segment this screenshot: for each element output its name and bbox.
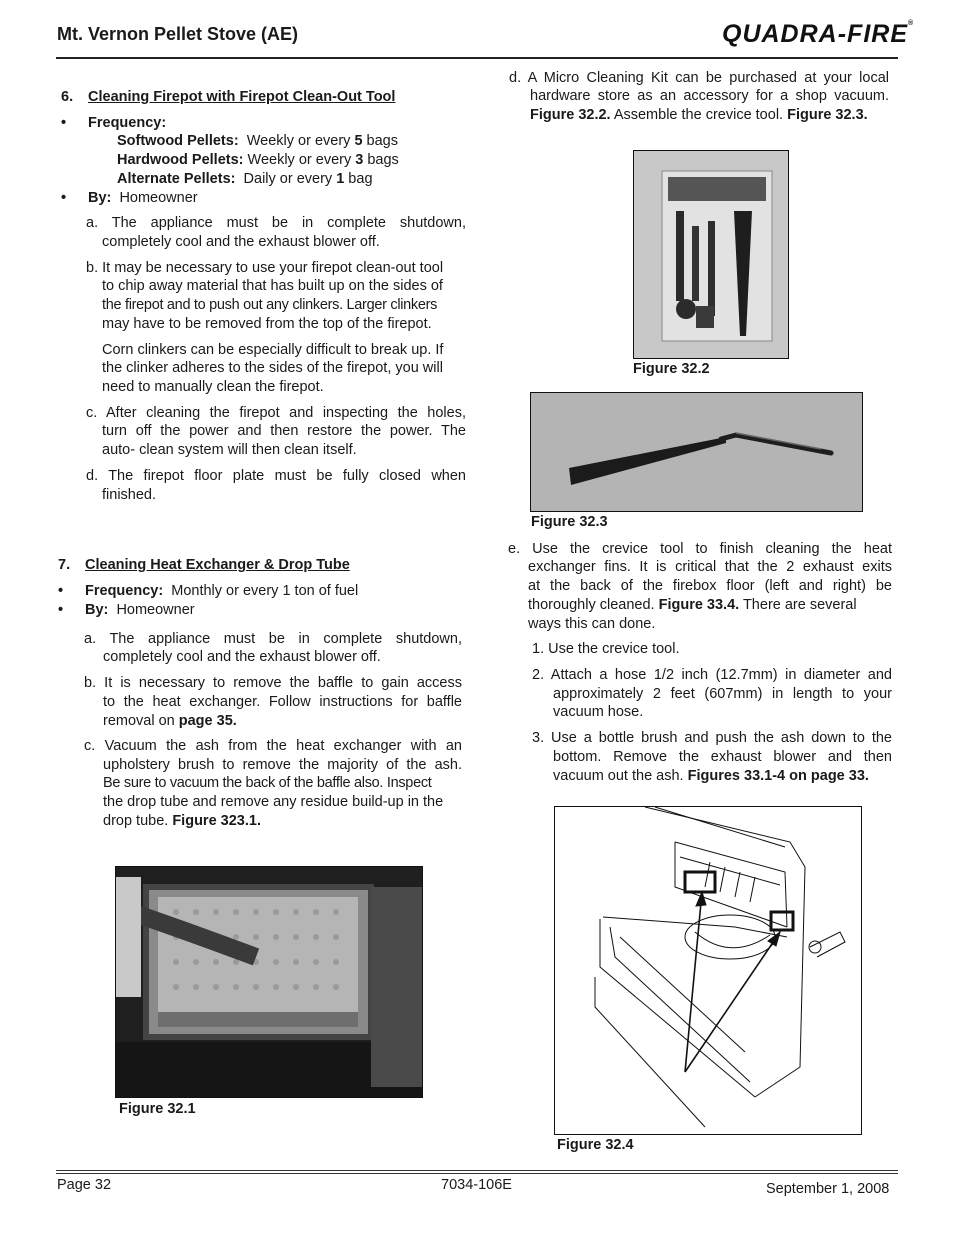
figure-32-1-caption: Figure 32.1 xyxy=(119,1101,196,1117)
by-line: By: Homeowner xyxy=(88,190,198,206)
figure-32-1-photo xyxy=(115,866,423,1098)
page-header-title: Mt. Vernon Pellet Stove (AE) xyxy=(57,24,299,44)
numbered-step-3: bottom. Remove the exhaust blower and then xyxy=(553,749,892,765)
section-7-heading: Cleaning Heat Exchanger & Drop Tube xyxy=(85,557,350,573)
step-b-line: to chip away material that has built up on the sides of xyxy=(102,278,443,294)
figure-32-3-photo xyxy=(530,392,863,512)
revision-date: September 1, 2008 xyxy=(766,1181,890,1197)
softwood-line: Softwood Pellets: Weekly or every 5 bags xyxy=(117,133,398,149)
frequency-label: Frequency: xyxy=(88,115,167,131)
step-c-line: turn off the power and then restore the power. The xyxy=(102,423,466,439)
step-e-line: exchanger fins. It is critical that the 2 exhaust exits xyxy=(528,559,892,575)
brand-logo: QUADRA-FIRE® xyxy=(722,20,915,48)
step-b-line: may have to be removed from the top of the firepot. xyxy=(102,316,432,332)
footer-rule xyxy=(56,1170,898,1171)
numbered-step-1: 1. Use the crevice tool. xyxy=(532,641,680,657)
footer-rule xyxy=(56,1173,898,1174)
section-6-heading: Cleaning Firepot with Firepot Clean-Out Tool xyxy=(88,89,396,105)
numbered-step-3: vacuum out the ash. Figures 33.1-4 on page 33. xyxy=(553,768,869,784)
corn-note-line: Corn clinkers can be especially difficult to break up. If xyxy=(102,342,444,358)
header-rule xyxy=(56,57,898,59)
bullet: • xyxy=(58,602,64,618)
step-d-line: d. The firepot floor plate must be fully closed when xyxy=(86,468,466,484)
step-d-line: finished. xyxy=(102,487,157,503)
numbered-step-2: 2. Attach a hose 1/2 inch (12.7mm) in diameter and xyxy=(532,667,892,683)
step-e-line: ways this can done. xyxy=(528,616,656,632)
step-e-line: thoroughly cleaned. Figure 33.4. There are several xyxy=(528,597,857,613)
step-a-line: completely cool and the exhaust blower off. xyxy=(102,234,380,250)
bullet: • xyxy=(61,115,67,131)
step-d-line: Figure 32.2. Assemble the crevice tool. Figure 32.3. xyxy=(530,107,868,123)
figure-32-2-caption: Figure 32.2 xyxy=(633,361,710,377)
step-b-line: removal on page 35. xyxy=(103,713,237,729)
corn-note-line: the clinker adheres to the sides of the firepot, you will xyxy=(102,360,443,376)
step-c-line: c. After cleaning the firepot and inspecting the holes, xyxy=(86,405,466,421)
hardwood-line: Hardwood Pellets: Weekly or every 3 bags xyxy=(117,152,399,168)
bullet: • xyxy=(58,583,64,599)
figure-32-4-diagram xyxy=(554,806,862,1135)
step-a-line: a. The appliance must be in complete shutdown, xyxy=(84,631,462,647)
step-e-line: e. Use the crevice tool to finish cleaning the heat xyxy=(508,541,892,557)
bullet: • xyxy=(61,190,67,206)
step-c-line: auto- clean system will then clean itself. xyxy=(102,442,357,458)
figure-32-2-photo xyxy=(633,150,789,359)
step-e-line: at the back of the firebox floor (left and right) be xyxy=(528,578,892,594)
section-6-number: 6. xyxy=(61,89,74,105)
step-b-line: b. It may be necessary to use your firepot clean-out tool xyxy=(86,260,444,276)
figure-32-4-caption: Figure 32.4 xyxy=(557,1137,634,1153)
step-b-line: to the heat exchanger. Follow instructions for baffle xyxy=(103,694,462,710)
step-c-line: upholstery brush to remove the majority of the ash. xyxy=(103,757,462,773)
step-c-line: c. Vacuum the ash from the heat exchanger with an xyxy=(84,738,462,754)
alternate-line: Alternate Pellets: Daily or every 1 bag xyxy=(117,171,373,187)
step-b-line: the firepot and to push out any clinkers. Larger clinkers xyxy=(102,297,438,313)
section-7-number: 7. xyxy=(58,557,71,573)
page-number: Page 32 xyxy=(57,1177,112,1193)
corn-note-line: need to manually clean the firepot. xyxy=(102,379,324,395)
step-d-line: hardware store as an accessory for a shop vacuum. xyxy=(530,88,889,104)
numbered-step-2: vacuum hose. xyxy=(553,704,644,720)
step-b-line: b. It is necessary to remove the baffle to gain access xyxy=(84,675,462,691)
numbered-step-2: approximately 2 feet (607mm) in length to your xyxy=(553,686,892,702)
step-a-line: completely cool and the exhaust blower off. xyxy=(103,649,381,665)
numbered-step-3: 3. Use a bottle brush and push the ash down to the xyxy=(532,730,892,746)
step-c-line: Be sure to vacuum the back of the baffle also. Inspect xyxy=(103,775,432,791)
step-a-line: a. The appliance must be in complete shutdown, xyxy=(86,215,466,231)
by-line: By: Homeowner xyxy=(85,602,195,618)
step-d-line: d. A Micro Cleaning Kit can be purchased at your local xyxy=(509,70,889,86)
step-c-line: drop tube. Figure 323.1. xyxy=(103,813,261,829)
step-c-line: the drop tube and remove any residue build-up in the xyxy=(103,794,444,810)
figure-32-3-caption: Figure 32.3 xyxy=(531,514,608,530)
document-number: 7034-106E xyxy=(441,1177,512,1193)
frequency-line: Frequency: Monthly or every 1 ton of fuel xyxy=(85,583,359,599)
